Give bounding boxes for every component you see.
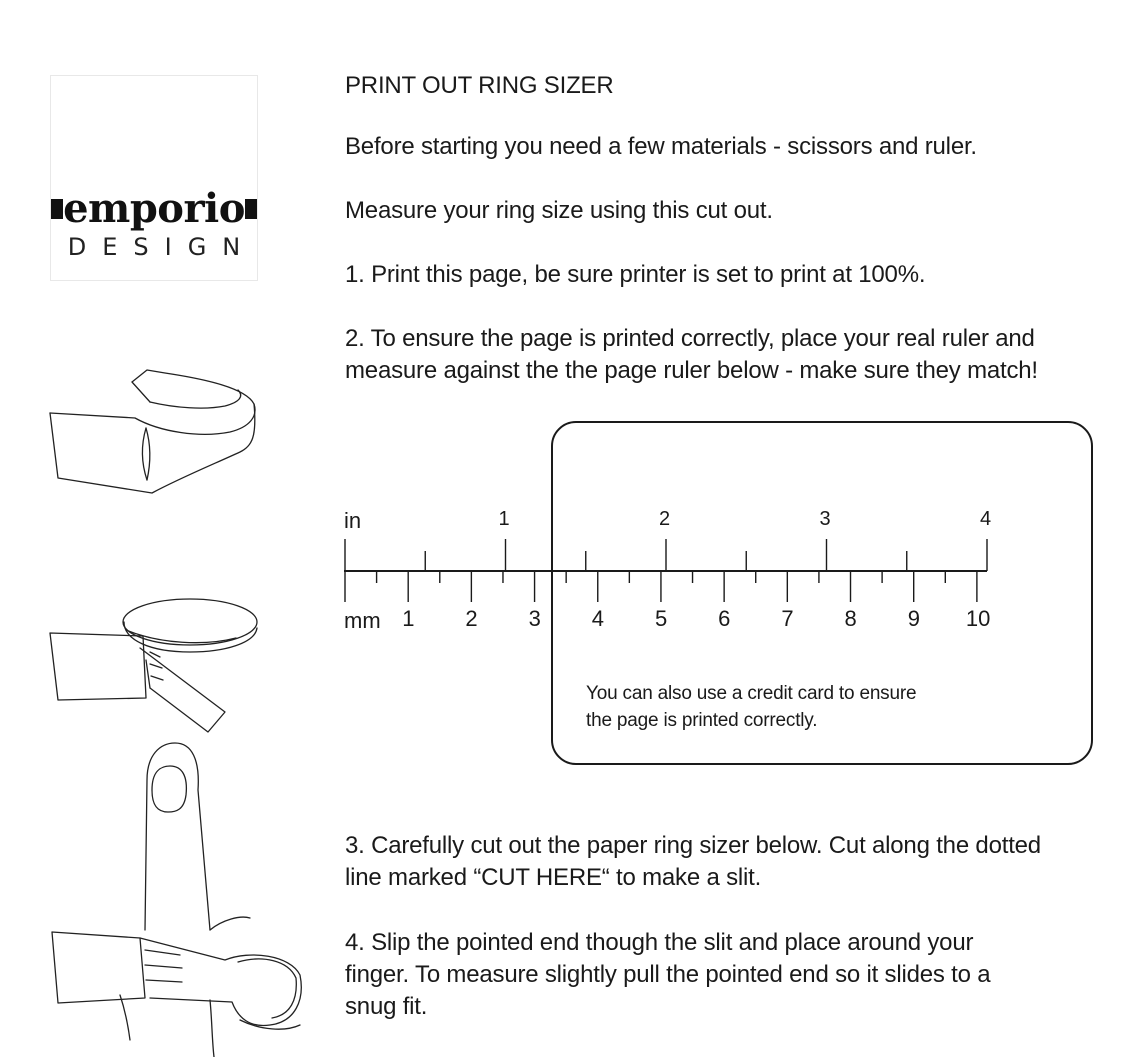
ruler-mm-label: 9 (907, 606, 920, 631)
credit-card-note-line2: the page is printed correctly. (586, 710, 818, 731)
ruler-mm-label: 5 (654, 606, 668, 631)
ruler-mm-unit: mm (344, 608, 381, 633)
ruler-mm-label: 6 (718, 606, 731, 631)
finger-measure-icon (52, 743, 301, 1057)
ruler-mm-label: 1 (402, 606, 415, 631)
ruler-mm-label: 2 (465, 606, 478, 631)
ruler-inch-label: 4 (980, 508, 992, 530)
step3-line1: 3. Carefully cut out the paper ring sizer below. Cut along the dotted (345, 832, 1041, 859)
ring-sizer-looped-icon (50, 599, 257, 732)
step1-text: 1. Print this page, be sure printer is set to print at 100%. (345, 261, 926, 288)
ruler-inch-label: 1 (498, 508, 510, 530)
logo-sub-text: DESIGN (67, 233, 257, 261)
step3-line2: line marked “CUT HERE“ to make a slit. (345, 864, 762, 891)
step4-line2: finger. To measure slightly pull the pointed end so it slides to a (345, 961, 991, 988)
credit-card-note-line1: You can also use a credit card to ensure (586, 683, 917, 704)
ruler-mm-label: 4 (591, 606, 604, 631)
page-title: PRINT OUT RING SIZER (345, 72, 614, 99)
step2-line1: 2. To ensure the page is printed correctly, place your real ruler and (345, 325, 1035, 352)
ruler-mm-label: 3 (528, 606, 541, 631)
ruler-mm-label: 7 (781, 606, 794, 631)
illustrations (0, 0, 340, 1057)
logo-main-text: emporio (63, 185, 245, 232)
intro-text: Measure your ring size using this cut out. (345, 197, 773, 224)
ruler-mm-label: 8 (844, 606, 857, 631)
step4-line1: 4. Slip the pointed end though the slit and place around your (345, 929, 974, 956)
ruler-inch-label: 2 (659, 508, 671, 530)
step4-line3: snug fit. (345, 993, 428, 1020)
ruler-mm-label: 10 (965, 606, 991, 631)
ring-sizer-strip-icon (50, 370, 255, 493)
step2-line2: measure against the the page ruler below - make sure they match! (345, 357, 1038, 384)
credit-card-note (586, 680, 916, 734)
ruler-inch-unit: in (344, 508, 362, 533)
ruler-inch-label: 3 (819, 508, 831, 530)
materials-text: Before starting you need a few materials - scissors and ruler. (345, 133, 977, 160)
